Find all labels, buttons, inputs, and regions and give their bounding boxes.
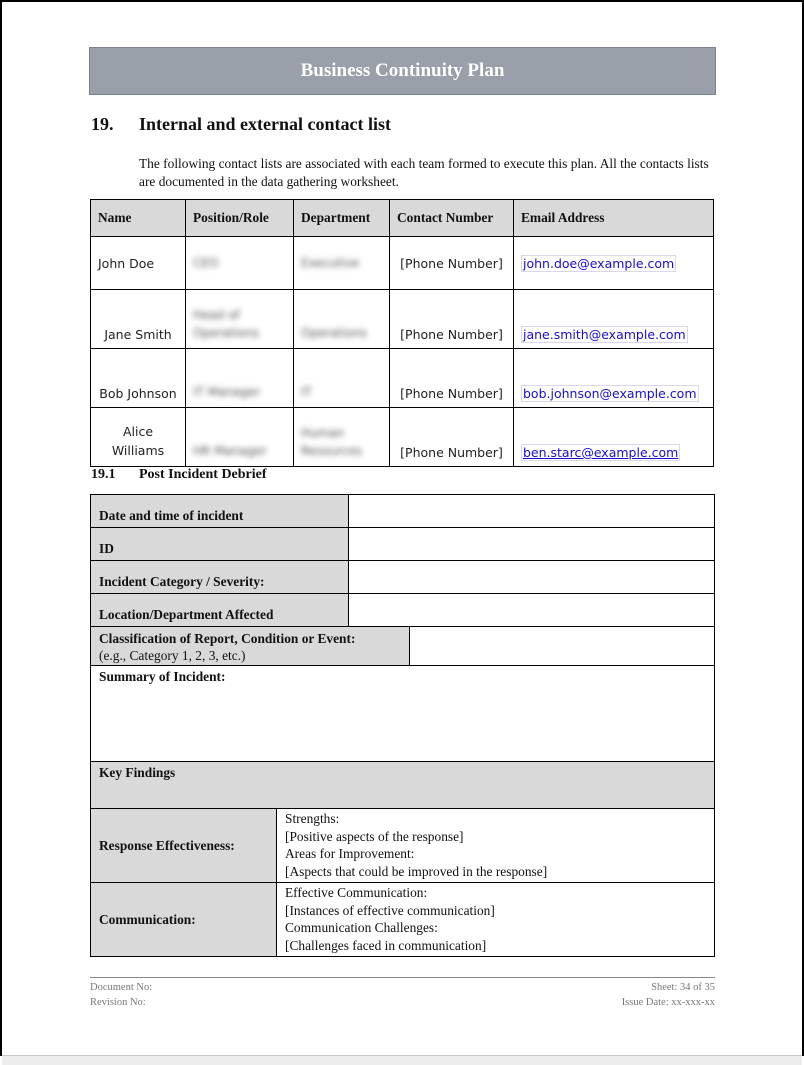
table-row [91, 349, 714, 408]
redacted-text: Executive [301, 256, 360, 270]
contact-name: Bob Johnson [91, 349, 186, 408]
email-link[interactable]: ben.starc@example.com [523, 445, 679, 460]
redacted-text: Human Resources [301, 426, 363, 458]
date-time-field[interactable] [349, 495, 715, 528]
contact-name: John Doe [91, 237, 186, 290]
location-label: Location/Department Affected [91, 594, 349, 627]
table-header-row [91, 200, 714, 237]
debrief-table [90, 494, 715, 957]
location-field[interactable] [349, 594, 715, 627]
debrief-row-summary [91, 666, 715, 762]
id-label: ID [91, 528, 349, 561]
document-title-banner [89, 47, 716, 95]
contact-position [186, 237, 294, 290]
classification-label-cell [91, 627, 410, 665]
key-findings-label: Key Findings [91, 762, 715, 809]
contact-phone: [Phone Number] [390, 349, 514, 408]
column-header-department: Department [294, 200, 390, 237]
subsection-number: 19.1 [91, 467, 116, 482]
response-line: Areas for Improvement: [285, 846, 415, 861]
debrief-row-response [91, 809, 715, 883]
issue-date: Issue Date: xx-xxx-xx [621, 997, 715, 1008]
contact-position [186, 349, 294, 408]
contact-phone: [Phone Number] [390, 237, 514, 290]
redacted-text: IT Manager [193, 385, 261, 399]
contact-name: Jane Smith [91, 290, 186, 349]
communication-line: Effective Communication: [285, 885, 428, 900]
communication-content[interactable] [277, 883, 715, 957]
category-label: Incident Category / Severity: [91, 561, 349, 594]
table-row [91, 290, 714, 349]
column-header-position: Position/Role [186, 200, 294, 237]
communication-label: Communication: [91, 883, 277, 957]
redacted-text: IT [301, 385, 312, 399]
email-link[interactable]: john.doe@example.com [523, 255, 675, 271]
response-label: Response Effectiveness: [91, 809, 277, 883]
category-field[interactable] [349, 561, 715, 594]
contact-email-cell [514, 237, 714, 290]
classification-field[interactable] [410, 627, 714, 665]
contact-department [294, 408, 390, 467]
revision-number: Revision No: [90, 997, 146, 1008]
communication-line: [Instances of effective communication] [285, 902, 495, 918]
debrief-row-classification [91, 627, 715, 666]
debrief-row-id [91, 528, 715, 561]
sheet-number: Sheet: 34 of 35 [651, 982, 715, 993]
classification-hint: (e.g., Category 1, 2, 3, etc.) [99, 648, 246, 663]
response-line: [Aspects that could be improved in the response] [285, 863, 548, 879]
subsection-title: Post Incident Debrief [139, 467, 267, 482]
summary-cell[interactable] [91, 666, 715, 762]
communication-line: [Challenges faced in communication] [285, 937, 487, 953]
contact-department [294, 349, 390, 408]
date-time-label: Date and time of incident [91, 495, 349, 528]
contact-phone: [Phone Number] [390, 290, 514, 349]
email-link[interactable]: jane.smith@example.com [523, 327, 686, 342]
email-link[interactable]: bob.johnson@example.com [523, 386, 697, 401]
subsection-heading [91, 467, 267, 483]
response-line: [Positive aspects of the response] [285, 828, 464, 844]
document-title: Business Continuity Plan [300, 60, 505, 81]
contact-name: Alice Williams [91, 408, 186, 467]
document-number: Document No: [90, 982, 153, 993]
classification-label: Classification of Report, Condition or Event: [99, 631, 356, 646]
contact-email-cell [514, 408, 714, 467]
contact-position [186, 290, 294, 349]
redacted-text: Operations [301, 326, 367, 340]
column-header-name: Name [91, 200, 186, 237]
summary-label: Summary of Incident: [99, 669, 226, 684]
section-number: 19. [91, 114, 114, 134]
contact-department [294, 290, 390, 349]
redacted-text: HR Manager [193, 444, 267, 458]
contact-email-cell [514, 349, 714, 408]
contact-position [186, 408, 294, 467]
classification-cell [91, 627, 715, 666]
id-field[interactable] [349, 528, 715, 561]
debrief-row-date [91, 495, 715, 528]
contact-department [294, 237, 390, 290]
redacted-text: Head of Operations [193, 308, 259, 340]
column-header-contact-number: Contact Number [390, 200, 514, 237]
debrief-row-location [91, 594, 715, 627]
redacted-text: CEO [193, 256, 219, 270]
contact-phone: [Phone Number] [390, 408, 514, 467]
page-footer [90, 977, 715, 1010]
communication-line: Communication Challenges: [285, 920, 438, 935]
response-line: Strengths: [285, 811, 340, 826]
debrief-row-communication [91, 883, 715, 957]
section-title: Internal and external contact list [139, 114, 391, 134]
column-header-email: Email Address [514, 200, 714, 237]
table-row [91, 408, 714, 467]
section-intro: The following contact lists are associated with each team formed to execute this plan. All the contacts lists are documented in the data gathering worksheet. [139, 156, 709, 189]
debrief-row-key-findings [91, 762, 715, 809]
contact-table [90, 199, 714, 467]
debrief-row-category [91, 561, 715, 594]
contact-email-cell [514, 290, 714, 349]
table-row [91, 237, 714, 290]
section-heading [91, 114, 391, 135]
response-content[interactable] [277, 809, 715, 883]
